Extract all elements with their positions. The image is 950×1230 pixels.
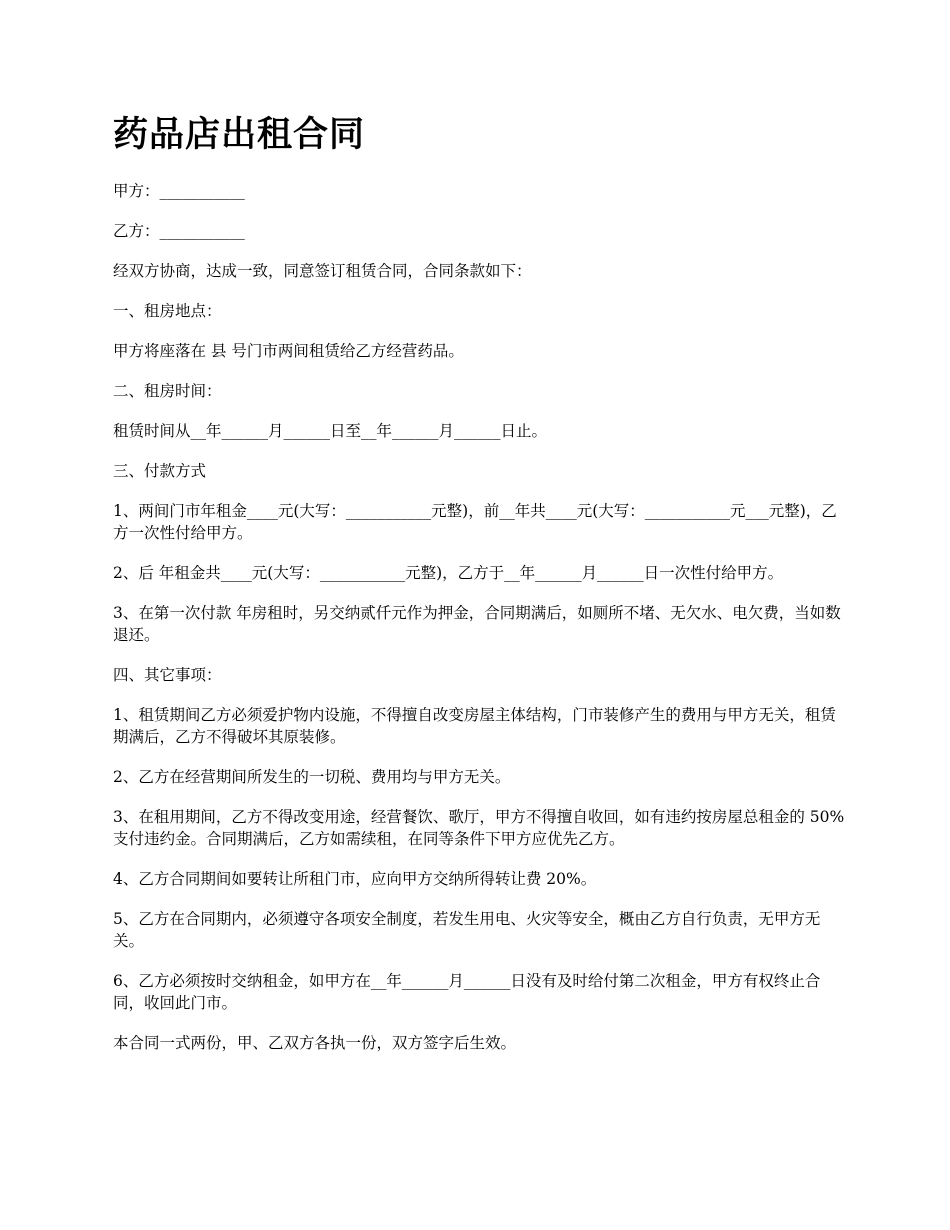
party-b-line: 乙方：___________ [113, 222, 245, 240]
document-page [113, 112, 848, 1072]
other-clause-2: 2、乙方在经营期间所发生的一切税、费用均与甲方无关。 [113, 768, 511, 786]
section-heading-payment: 三、付款方式 [113, 462, 207, 480]
closing-paragraph: 本合同一式两份，甲、乙双方各执一份，双方签字后生效。 [113, 1034, 517, 1052]
payment-clause-1: 1、两间门市年租金____元(大写：___________元整)，前__年共____元(大写：___________元___元整)，乙方一次性付给甲方。 [113, 502, 837, 542]
term-paragraph: 租赁时间从__年______月______日至__年______月______日止。 [113, 422, 548, 440]
section-heading-location: 一、租房地点： [113, 302, 222, 320]
other-clause-4: 4、乙方合同期间如要转让所租门市，应向甲方交纳所得转让费 20%。 [113, 870, 597, 888]
payment-clause-2: 2、后 年租金共____元(大写：___________元整)，乙方于__年______月______日一次性付给甲方。 [113, 564, 784, 582]
document-title: 药品店出租合同 [113, 115, 366, 155]
section-heading-other: 四、其它事项： [113, 666, 222, 684]
other-clause-3: 3、在租用期间，乙方不得改变用途，经营餐饮、歌厅，甲方不得擅自收回，如有违约按房屋总租金的 50%支付违约金。合同期满后，乙方如需续租，在同等条件下甲方应优先乙方。 [113, 808, 845, 848]
location-paragraph: 甲方将座落在 县 号门市两间租赁给乙方经营药品。 [113, 342, 464, 360]
section-heading-term: 二、租房时间： [113, 382, 222, 400]
payment-clause-3: 3、在第一次付款 年房租时，另交纳贰仟元作为押金，合同期满后，如厕所不堵、无欠水、电欠费，当如数退还。 [113, 604, 841, 644]
other-clause-1: 1、租赁期间乙方必须爱护物内设施，不得擅自改变房屋主体结构，门市装修产生的费用与甲方无关，租赁期满后，乙方不得破坏其原装修。 [113, 706, 836, 746]
other-clause-5: 5、乙方在合同期内，必须遵守各项安全制度，若发生用电、火灾等安全，概由乙方自行负责，无甲方无关。 [113, 910, 821, 950]
other-clause-6: 6、乙方必须按时交纳租金，如甲方在__年______月______日没有及时给付第二次租金，甲方有权终止合同，收回此门市。 [113, 972, 821, 1012]
intro-paragraph: 经双方协商，达成一致，同意签订租赁合同，合同条款如下： [113, 262, 532, 280]
party-a-line: 甲方：___________ [113, 182, 245, 200]
